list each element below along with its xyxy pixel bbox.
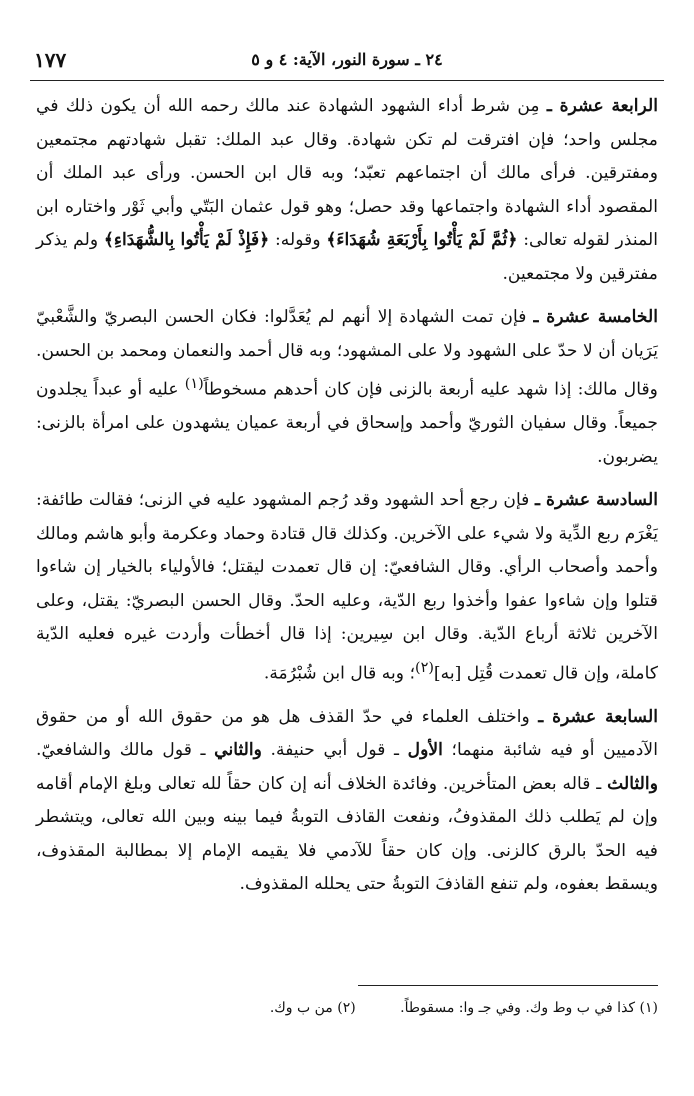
paragraph-text: وقوله: xyxy=(275,230,321,250)
paragraph-15 xyxy=(36,301,658,474)
paragraph-text: عليه أو عبداً يجلدون جميعاً. وقال سفيان الثوريّ وأحمد وإسحاق في أربعة عميان يشهدون على امرأة بالزنى: يضربون. xyxy=(36,379,658,467)
running-title: ٢٤ ـ سورة النور، الآية: ٤ و ٥ xyxy=(251,50,443,69)
paragraph-heading: الخامسة عشرة ـ xyxy=(533,307,658,327)
paragraph-text: ـ قول أبي حنيفة. xyxy=(270,740,400,761)
quran-quote: ﴿ثُمَّ لَمْ يَأْتُوا بِأَرْبَعَةِ شُهَدَاءَ﴾ xyxy=(326,230,518,250)
footnotes xyxy=(36,1000,658,1016)
paragraph-heading: السادسة عشرة ـ xyxy=(534,490,658,511)
opinion-label: والثالث xyxy=(607,773,658,794)
paragraph-17 xyxy=(36,701,658,902)
paragraph-heading: السابعة عشرة ـ xyxy=(538,706,659,727)
footnote: (٢) من ب وك. xyxy=(269,1000,356,1016)
main-text xyxy=(36,90,658,912)
paragraph-text: ؛ وبه قال ابن شُبْرُمَة. xyxy=(263,663,416,684)
opinion-label: الأول xyxy=(407,740,443,761)
paragraph-text: فإن تمت الشهادة إلا أنهم لم يُعَدَّلوا: فكان الحسن البصريّ والشَّعْبيّ يَرَيان أن لا حدّ على الشهود ولا على المشهود؛ وبه قال أحمد والنعمان ومحمد بن الحسن. وقال مالك: إذا شهد عليه أربعة بالزنى فإن كان أحدهم مسخوطاً xyxy=(36,307,658,400)
header-rule xyxy=(30,80,664,81)
quran-quote: ﴿فَإِذْ لَمْ يَأْتُوا بِالشُّهَدَاءِ﴾ xyxy=(103,230,270,250)
paragraph-heading: الرابعة عشرة ـ xyxy=(546,96,659,116)
paragraph-text: ولم يذكر مفترقين ولا مجتمعين. xyxy=(36,230,658,284)
footnote-ref[interactable]: (٢) xyxy=(415,659,434,676)
footnote: (١) كذا في ب وط وك. وفي جـ وا: مسقوطاً. xyxy=(400,1000,658,1016)
paragraph-text: ـ قول مالك والشافعيّ. xyxy=(36,740,206,761)
paragraph-text: مِن شرط أداء الشهود الشهادة عند مالك رحمه الله أن يكون ذلك في مجلس واحد؛ فإن افترقت لم تكن شهادة. وقال عبد الملك: تقبل شهادتهم مجتمعين ومفترقين. فرأى مالك أن اجتماعهم تعبّد؛ وبه قال ابن الحسن. ورأى عبد الملك أن المقصود أداء الشهادة واجتماعها وقد حصل؛ وهو قول عثمان البَتّي وأبي ثَوْر واختاره ابن المنذر لقوله تعالى: xyxy=(36,96,659,250)
paragraph-text: واختلف العلماء في حدّ القذف هل هو من حقوق الله أو من حقوق الآدميين أو فيه شائبة منهما؛ xyxy=(36,706,659,761)
page-header xyxy=(30,48,664,78)
opinion-label: والثاني xyxy=(214,740,262,761)
footnote-ref[interactable]: (١) xyxy=(184,376,204,392)
paragraph-text: فإن رجع أحد الشهود وقد رُجم المشهود عليه في الزنى؛ فقالت طائفة: يَغْرَم ربع الدِّية ولا شيء على الآخرين. وكذلك قال قتادة وحماد وعكرمة وأبو هاشم ومالك وأحمد وأصحاب الرأي. وقال الشافعيّ: إن قال تعمدت ليقتل؛ فالأولياء بالخيار إن شاءوا قتلوا وإن شاءوا عفوا وأخذوا ربع الدّية، وعليه الحدّ. وقال الحسن البصريّ: يقتل، وعلى الآخرين ثلاثة أرباع الدّية. وقال ابن سِيرين: إذا قال أخطأت وأردت غيره فعليه الدّية كاملة، وإن قال تعمدت قُتِل [به] xyxy=(36,490,658,684)
paragraph-14 xyxy=(36,90,658,291)
footnote-rule xyxy=(358,985,658,986)
paragraph-16 xyxy=(36,484,658,691)
page-number: ١٧٧ xyxy=(34,48,67,72)
paragraph-text: ـ قاله بعض المتأخرين. وفائدة الخلاف أنه إن كان حقاً لله تعالى وبلغ الإمام أقامه وإن لم يَطلب ذلك المقذوفُ، ونفعت القاذف التوبةُ فيما بينه وبين الله تعالى، ويتشطر فيه الحدّ بالرق كالزنى. وإن كان حقاً للآدمي فلا يقيمه الإمام إلا بمطالبة المقذوف، ويسقط بعفوه، ولم تنفع القاذفَ التوبةُ حتى يحلله المقذوف. xyxy=(36,773,658,895)
